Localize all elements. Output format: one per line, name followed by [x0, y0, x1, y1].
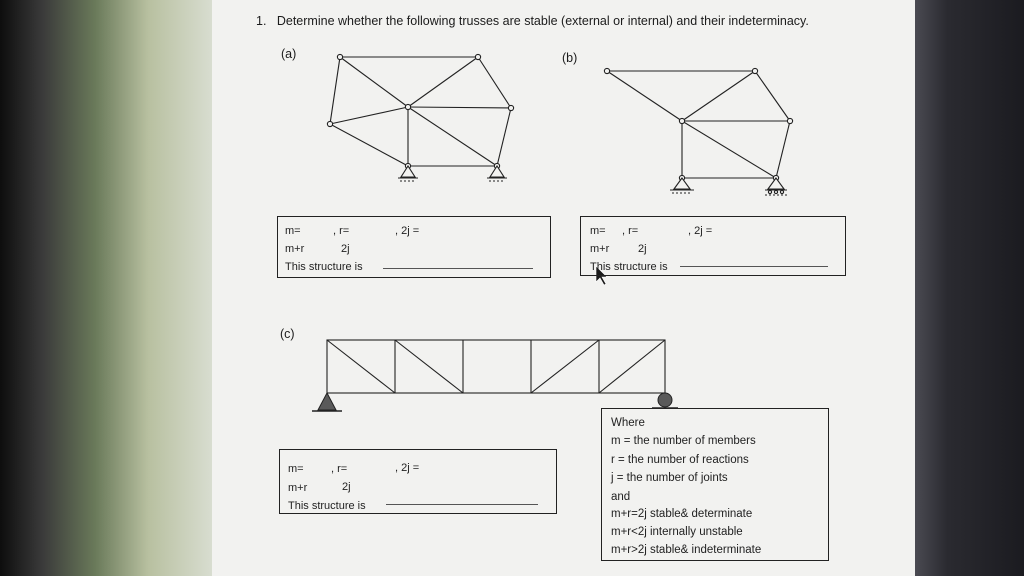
- legend-m-definition: m = the number of members: [611, 435, 756, 447]
- a-mr-label: m+r: [285, 243, 305, 255]
- c-2j-label: , 2j =: [395, 462, 420, 474]
- c-mr-label: m+r: [288, 482, 308, 494]
- b-structure-label: This structure is: [590, 261, 668, 273]
- label-a: (a): [281, 47, 297, 61]
- truss-a: [327, 54, 513, 181]
- legend-rule-indeterminate: m+r>2j stable& indeterminate: [611, 544, 762, 556]
- a-answer-line[interactable]: [383, 268, 533, 269]
- a-m-label: m=: [285, 225, 301, 237]
- legend-and: and: [611, 491, 631, 503]
- pin-support-c: [318, 393, 336, 410]
- label-b: (b): [562, 51, 578, 65]
- legend-rule-unstable: m+r<2j internally unstable: [611, 526, 743, 538]
- label-c: (c): [280, 327, 295, 341]
- question-number: 1.: [256, 14, 267, 28]
- c-structure-label: This structure is: [288, 500, 366, 512]
- truss-c: [327, 340, 665, 393]
- b-2j-compare: 2j: [638, 243, 647, 255]
- legend-r-definition: r = the number of reactions: [611, 454, 749, 466]
- c-2j-compare: 2j: [342, 481, 351, 493]
- a-2j-compare: 2j: [341, 243, 350, 255]
- question-text: Determine whether the following trusses are stable (external or internal) and their indeterminacy.: [276, 14, 809, 28]
- truss-b: [604, 68, 792, 195]
- b-mr-label: m+r: [590, 243, 610, 255]
- a-2j-label: , 2j =: [395, 225, 420, 237]
- b-r-label: , r=: [622, 225, 639, 237]
- c-answer-line[interactable]: [386, 504, 538, 505]
- legend-j-definition: j = the number of joints: [611, 472, 728, 484]
- roller-support-c: [658, 393, 672, 407]
- b-answer-line[interactable]: [680, 266, 828, 267]
- legend-rule-determinate: m+r=2j stable& determinate: [611, 508, 753, 520]
- legend-where: Where: [611, 417, 645, 429]
- c-m-label: m=: [288, 463, 304, 475]
- legend-box: [601, 408, 829, 561]
- b-2j-label: , 2j =: [688, 225, 713, 237]
- c-r-label: , r=: [331, 463, 348, 475]
- b-m-label: m=: [590, 225, 606, 237]
- a-r-label: , r=: [333, 225, 350, 237]
- a-structure-label: This structure is: [285, 261, 363, 273]
